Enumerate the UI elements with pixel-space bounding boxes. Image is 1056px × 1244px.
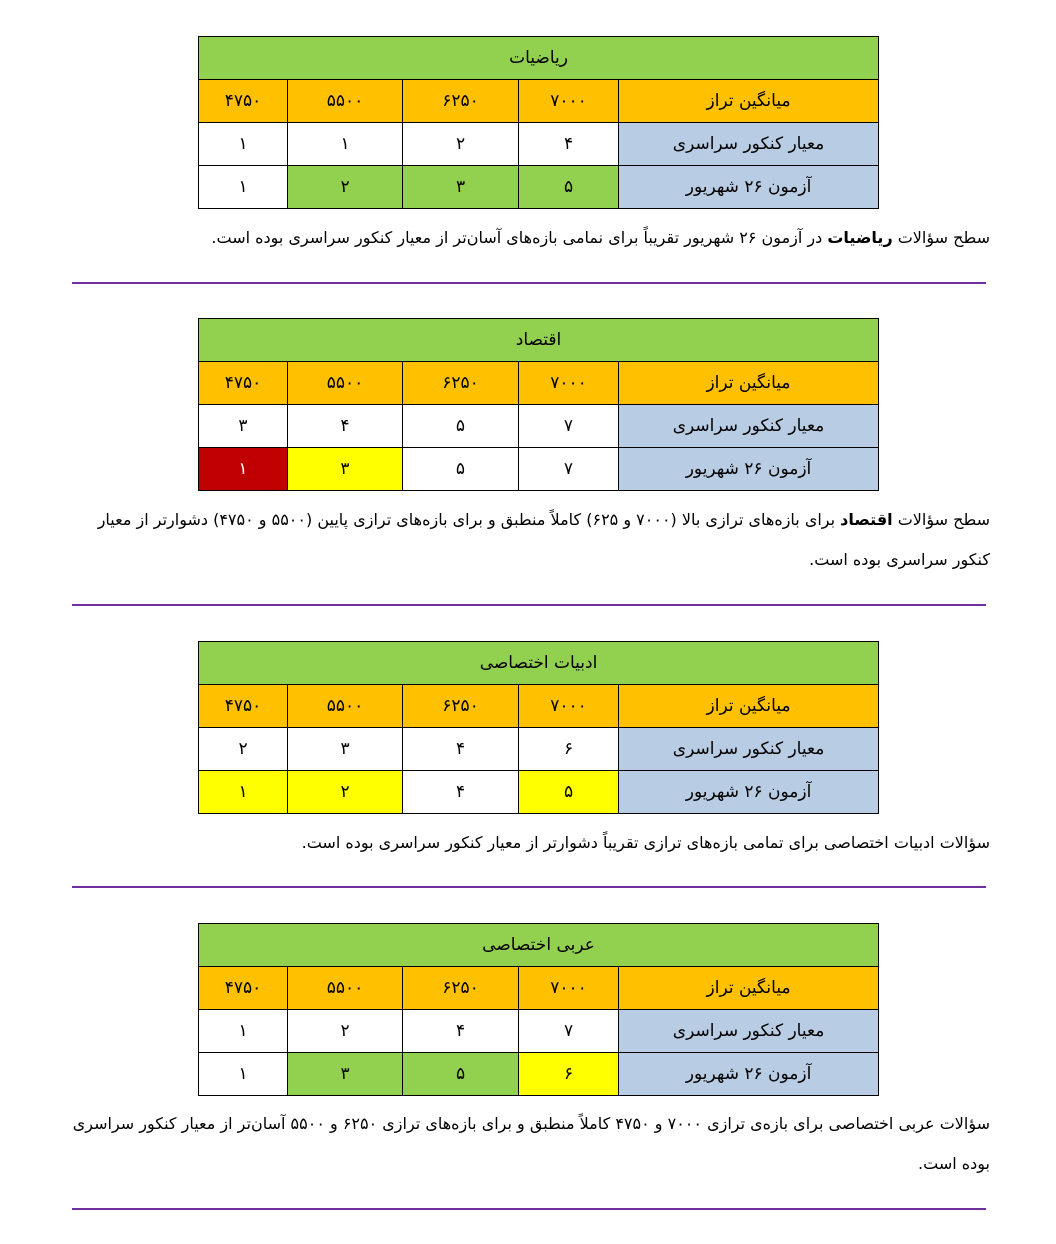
row-label-national: معیار کنکور سراسری xyxy=(619,123,879,166)
row-label-exam: آزمون ۲۶ شهریور xyxy=(619,448,879,491)
table-cell: ۵ xyxy=(403,448,519,491)
table-cell: ۱ xyxy=(288,123,403,166)
header-cell: ۴۷۵۰ xyxy=(199,362,288,405)
note-text: برای بازه‌های ترازی بالا (۷۰۰۰ و ۶۲۵) کاملاً منطبق و برای بازه‌های ترازی پایین (۵۵۰۰ و ۴۷۵۰) دشوارتر از معیار کنکور سراسری بوده است. xyxy=(97,510,990,569)
table-cell: ۶ xyxy=(519,1053,619,1096)
table-cell: ۱ xyxy=(199,123,288,166)
note-text: سؤالات عربی اختصاصی برای بازه‌ی ترازی ۷۰۰۰ و ۴۷۵۰ کاملاً منطبق و برای بازه‌های ترازی ۶۲۵۰ و ۵۵۰۰ آسان‌تر از معیار کنکور سراسری بوده است. xyxy=(72,1114,990,1173)
table-title: ادبیات اختصاصی xyxy=(199,642,879,685)
header-cell: میانگین تراز xyxy=(619,80,879,123)
header-cell: ۶۲۵۰ xyxy=(403,685,519,728)
row-label-national: معیار کنکور سراسری xyxy=(619,1010,879,1053)
header-cell: ۴۷۵۰ xyxy=(199,967,288,1010)
table-cell: ۵ xyxy=(403,405,519,448)
table-cell: ۳ xyxy=(403,166,519,209)
table-cell: ۲ xyxy=(199,728,288,771)
table-cell: ۵ xyxy=(403,1053,519,1096)
table-cell: ۴ xyxy=(403,728,519,771)
row-label-exam: آزمون ۲۶ شهریور xyxy=(619,771,879,814)
row-label-national: معیار کنکور سراسری xyxy=(619,728,879,771)
table-cell: ۳ xyxy=(288,448,403,491)
table-cell: ۳ xyxy=(288,728,403,771)
table-cell: ۲ xyxy=(288,1010,403,1053)
table-cell: ۲ xyxy=(288,771,403,814)
table-cell: ۲ xyxy=(403,123,519,166)
header-cell: ۵۵۰۰ xyxy=(288,362,403,405)
table-cell: ۳ xyxy=(199,405,288,448)
header-cell: ۷۰۰۰ xyxy=(519,685,619,728)
header-cell: ۶۲۵۰ xyxy=(403,967,519,1010)
table-cell: ۱ xyxy=(199,448,288,491)
table-cell: ۶ xyxy=(519,728,619,771)
row-label-national: معیار کنکور سراسری xyxy=(619,405,879,448)
table-title: عربی اختصاصی xyxy=(199,924,879,967)
header-cell: ۷۰۰۰ xyxy=(519,362,619,405)
header-cell: ۷۰۰۰ xyxy=(519,967,619,1010)
note-literature xyxy=(60,823,990,863)
table-title: ریاضیات xyxy=(199,37,879,80)
table-cell: ۴ xyxy=(519,123,619,166)
table-title: اقتصاد xyxy=(199,319,879,362)
section-divider xyxy=(72,282,986,284)
section-divider xyxy=(72,886,986,888)
section-divider xyxy=(72,604,986,606)
table-cell: ۴ xyxy=(403,771,519,814)
note-math xyxy=(60,218,990,258)
table-cell: ۱ xyxy=(199,1053,288,1096)
table-cell: ۷ xyxy=(519,1010,619,1053)
score-table-economics xyxy=(198,318,879,491)
note-subject: ریاضیات xyxy=(827,228,893,247)
note-text: سطح سؤالات xyxy=(892,510,990,529)
note-economics xyxy=(60,500,990,580)
header-cell: ۵۵۰۰ xyxy=(288,967,403,1010)
table-cell: ۵ xyxy=(519,771,619,814)
note-text: در آزمون ۲۶ شهریور تقریباً برای نمامی بازه‌های آسان‌تر از معیار کنکور سراسری بوده است. xyxy=(211,228,828,247)
table-cell: ۷ xyxy=(519,448,619,491)
header-cell: میانگین تراز xyxy=(619,967,879,1010)
header-cell: ۶۲۵۰ xyxy=(403,80,519,123)
table-cell: ۵ xyxy=(519,166,619,209)
table-cell: ۱ xyxy=(199,166,288,209)
score-table-literature xyxy=(198,641,879,814)
note-text: سؤالات ادبیات اختصاصی برای تمامی بازه‌های ترازی تقریباً دشوارتر از معیار کنکور سراسری بوده است. xyxy=(301,833,990,852)
note-arabic xyxy=(60,1104,990,1184)
row-label-exam: آزمون ۲۶ شهریور xyxy=(619,1053,879,1096)
score-table-arabic xyxy=(198,923,879,1096)
row-label-exam: آزمون ۲۶ شهریور xyxy=(619,166,879,209)
note-subject: اقتصاد xyxy=(840,510,893,529)
header-cell: ۶۲۵۰ xyxy=(403,362,519,405)
header-cell: ۴۷۵۰ xyxy=(199,80,288,123)
table-cell: ۴ xyxy=(288,405,403,448)
header-cell: ۵۵۰۰ xyxy=(288,685,403,728)
section-divider xyxy=(72,1208,986,1210)
score-table-math xyxy=(198,36,879,209)
table-cell: ۲ xyxy=(288,166,403,209)
header-cell: ۷۰۰۰ xyxy=(519,80,619,123)
note-text: سطح سؤالات xyxy=(892,228,990,247)
header-cell: ۵۵۰۰ xyxy=(288,80,403,123)
header-cell: میانگین تراز xyxy=(619,685,879,728)
table-cell: ۷ xyxy=(519,405,619,448)
table-cell: ۴ xyxy=(403,1010,519,1053)
header-cell: ۴۷۵۰ xyxy=(199,685,288,728)
table-cell: ۱ xyxy=(199,771,288,814)
header-cell: میانگین تراز xyxy=(619,362,879,405)
table-cell: ۱ xyxy=(199,1010,288,1053)
table-cell: ۳ xyxy=(288,1053,403,1096)
